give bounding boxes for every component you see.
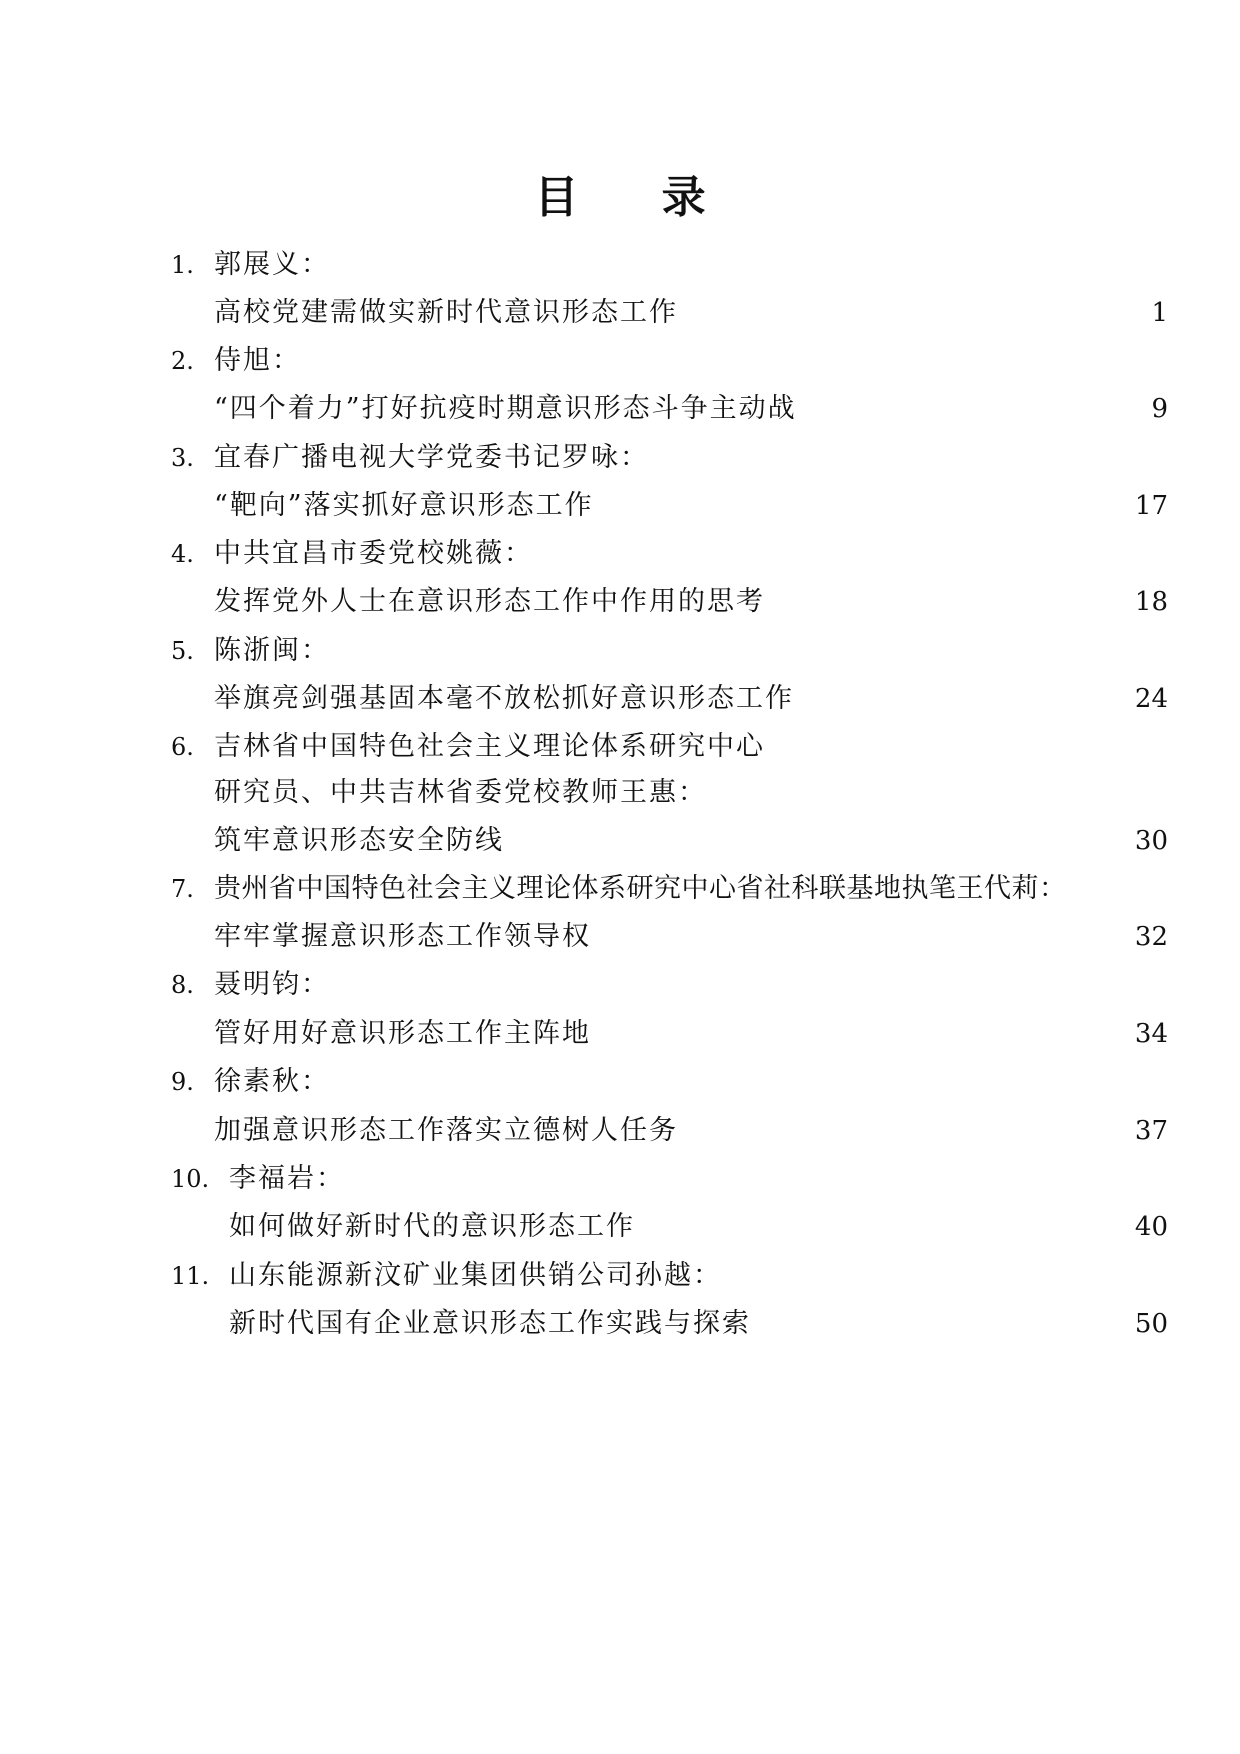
toc-entry-3-author-line [0,435,1240,481]
toc-entry-title[interactable]: 加强意识形态工作落实立德树人任务 [214,1115,678,1146]
toc-entry-author: 李福岩： [229,1163,345,1194]
toc-entry-title[interactable]: 举旗亮剑强基固本毫不放松抓好意识形态工作 [214,683,794,714]
toc-entry-7-author-line [0,866,1240,912]
toc-entry-title[interactable]: 新时代国有企业意识形态工作实践与探索 [229,1308,751,1339]
toc-entry-title[interactable]: 牢牢掌握意识形态工作领导权 [214,921,591,952]
toc-entry-page-number[interactable]: 9 [1151,394,1168,424]
toc-entry-author: 吉林省中国特色社会主义理论体系研究中心 [214,731,765,762]
toc-entry-author: 郭展义： [214,249,330,280]
toc-entry-author: 中共宜昌市委党校姚薇： [214,538,533,569]
toc-entry-page-number[interactable]: 17 [1134,491,1168,521]
toc-entry-2-title-line[interactable] [0,386,1240,432]
toc-entry-number: 5. [171,637,194,665]
toc-entry-page-number[interactable]: 24 [1134,684,1168,714]
toc-entry-author: 宜春广播电视大学党委书记罗咏： [214,442,649,473]
toc-entry-5-title-line[interactable] [0,676,1240,722]
toc-entry-title[interactable]: “四个着力”打好抗疫时期意识形态斗争主动战 [214,393,797,424]
toc-entry-number: 9. [171,1068,194,1096]
toc-entry-author: 聂明钧： [214,969,330,1000]
toc-entry-title[interactable]: 筑牢意识形态安全防线 [214,825,504,856]
toc-entry-author-continued: 研究员、中共吉林省委党校教师王惠： [214,777,707,808]
toc-entry-11-author-line [0,1253,1240,1299]
toc-entry-page-number[interactable]: 1 [1151,298,1168,328]
toc-entry-number: 7. [171,875,194,903]
toc-entry-number: 4. [171,540,194,568]
toc-entry-number: 6. [171,733,194,761]
toc-entry-number: 10. [171,1165,210,1193]
toc-entry-author: 陈浙闽： [214,635,330,666]
toc-entry-8-title-line[interactable] [0,1011,1240,1057]
toc-entry-page-number[interactable]: 50 [1134,1309,1168,1339]
toc-entry-10-title-line[interactable] [0,1204,1240,1250]
toc-entry-6-author-line-2 [0,770,1240,816]
toc-entry-7-title-line[interactable] [0,914,1240,960]
toc-entry-page-number[interactable]: 37 [1134,1116,1168,1146]
toc-entry-6-title-line[interactable] [0,818,1240,864]
toc-entry-page-number[interactable]: 30 [1134,826,1168,856]
toc-entry-4-title-line[interactable] [0,579,1240,625]
toc-entry-title[interactable]: 高校党建需做实新时代意识形态工作 [214,297,678,328]
toc-entry-9-author-line [0,1059,1240,1105]
toc-entry-page-number[interactable]: 32 [1134,922,1168,952]
toc-entry-title[interactable]: 发挥党外人士在意识形态工作中作用的思考 [214,586,765,617]
toc-entry-title[interactable]: 管好用好意识形态工作主阵地 [214,1018,591,1049]
toc-entry-8-author-line [0,962,1240,1008]
toc-entry-10-author-line [0,1156,1240,1202]
toc-entry-1-author-line [0,242,1240,288]
toc-entry-5-author-line [0,628,1240,674]
toc-title: 目 录 [534,172,740,223]
toc-entry-author: 侍旭： [214,345,301,376]
toc-entry-author: 贵州省中国特色社会主义理论体系研究中心省社科联基地执笔王代莉： [214,873,1067,904]
toc-entry-number: 3. [171,444,194,472]
toc-entry-1-title-line[interactable] [0,290,1240,336]
toc-entry-title[interactable]: 如何做好新时代的意识形态工作 [229,1211,635,1242]
toc-entry-2-author-line [0,338,1240,384]
toc-entry-number: 8. [171,971,194,999]
toc-entry-number: 11. [171,1262,210,1290]
toc-entry-4-author-line [0,531,1240,577]
toc-entry-number: 1. [171,251,194,279]
toc-entry-title[interactable]: “靶向”落实抓好意识形态工作 [214,490,594,521]
toc-entry-page-number[interactable]: 18 [1134,587,1168,617]
toc-entry-number: 2. [171,347,194,375]
toc-entry-author: 山东能源新汶矿业集团供销公司孙越： [229,1260,722,1291]
toc-entry-6-author-line [0,724,1240,770]
toc-entry-page-number[interactable]: 40 [1134,1212,1168,1242]
toc-entry-9-title-line[interactable] [0,1108,1240,1154]
toc-entry-3-title-line[interactable] [0,483,1240,529]
toc-entry-page-number[interactable]: 34 [1134,1019,1168,1049]
toc-entry-11-title-line[interactable] [0,1301,1240,1347]
toc-entry-author: 徐素秋： [214,1066,330,1097]
